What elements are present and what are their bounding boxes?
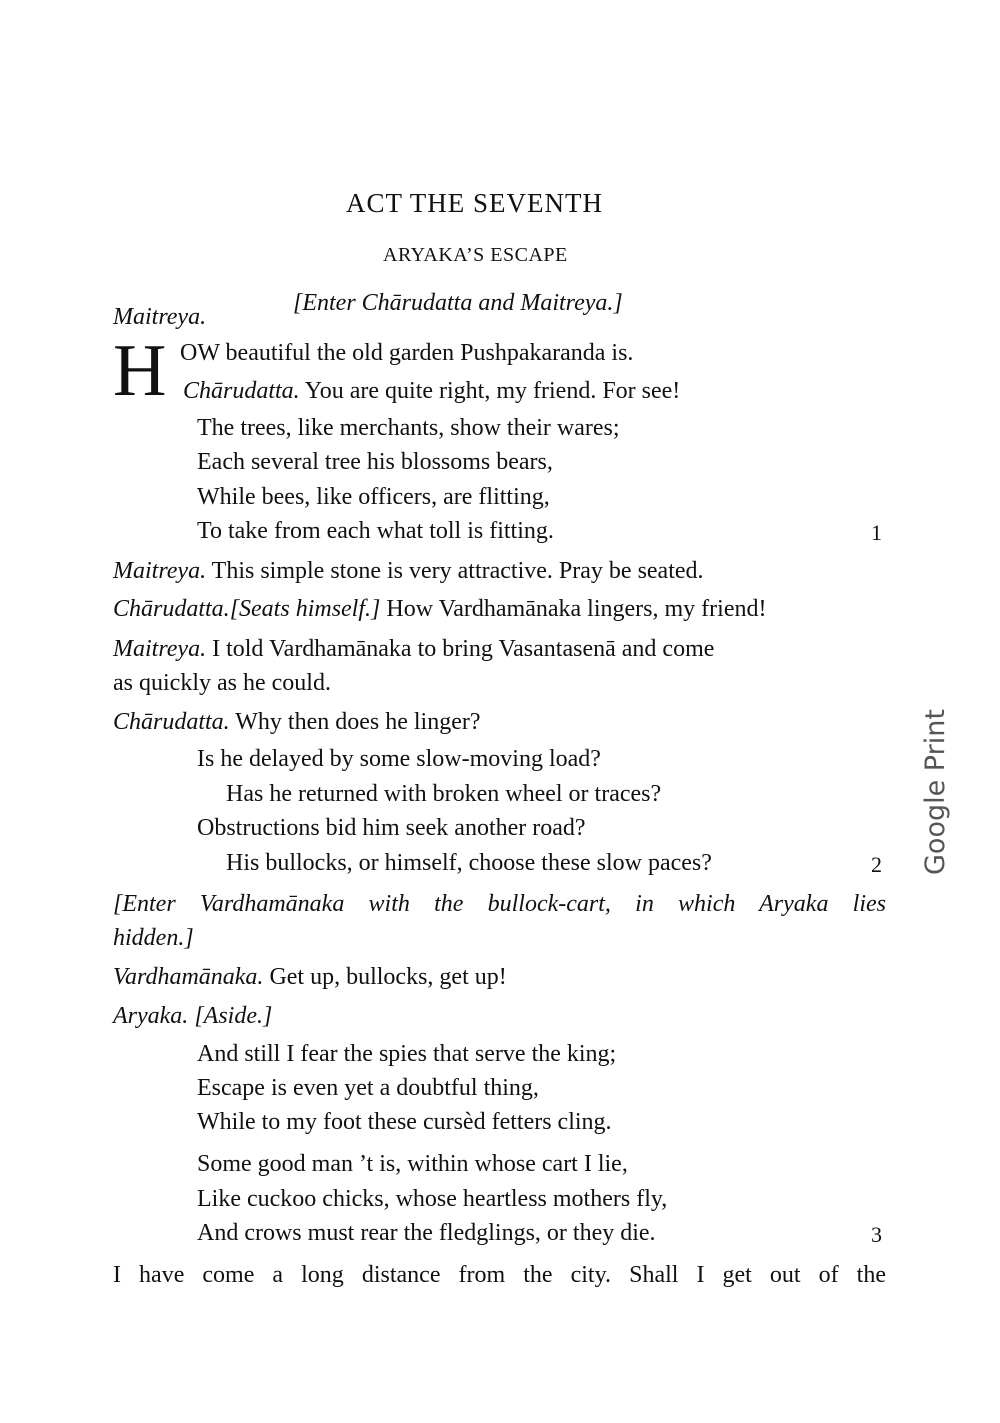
speaker-charudatta: Chārudatta.	[113, 596, 230, 622]
act-title: ACT THE SEVENTH	[346, 188, 603, 218]
speaker-maitreya: Maitreya.	[113, 304, 207, 330]
verse-number: 2	[871, 852, 882, 877]
speaker-maitreya: Maitreya.	[113, 636, 207, 662]
stage-direction-line: hidden.]	[113, 925, 194, 951]
verse-line: His bullocks, or himself, choose these slow paces?	[226, 850, 712, 876]
text-line	[113, 1001, 272, 1031]
text-line: OW beautiful the old garden Pushpakaranda is.	[180, 340, 634, 366]
verse-line: The trees, like merchants, show their wares;	[197, 415, 620, 441]
speech-text: You are quite right, my friend. For see!	[304, 378, 681, 404]
verse-line: To take from each what toll is fitting.	[197, 518, 554, 544]
verse-line: Is he delayed by some slow-moving load?	[197, 746, 601, 772]
verse-line: Has he returned with broken wheel or traces?	[226, 781, 662, 807]
verse-number: 1	[871, 520, 882, 545]
text-line	[183, 376, 680, 406]
verse-line: Some good man ’t is, within whose cart I lie,	[197, 1151, 628, 1177]
text-line	[113, 556, 704, 586]
speech-text: This simple stone is very attractive. Pray be seated.	[211, 558, 704, 584]
verse-line: And still I fear the spies that serve the king;	[197, 1041, 617, 1067]
speaker-charudatta: Chārudatta.	[113, 709, 230, 735]
drop-cap: H	[113, 330, 167, 412]
text-line	[113, 962, 507, 992]
verse-line: And crows must rear the fledglings, or they die.	[197, 1220, 656, 1246]
stage-direction-enter-cart: [Enter Vardhamānaka with the bullock-cart, in which Aryaka lies	[113, 891, 886, 917]
speaker-charudatta: Chārudatta.	[183, 378, 300, 404]
speech-text: Why then does he linger?	[235, 709, 481, 735]
act-subtitle: ARYAKA’S ESCAPE	[383, 244, 568, 266]
speaker-maitreya: Maitreya.	[113, 558, 207, 584]
stage-direction: [Seats himself.]	[229, 596, 381, 622]
verse-number: 3	[871, 1222, 882, 1247]
speech-text: Get up, bullocks, get up!	[269, 964, 507, 990]
speech-text: I told Vardhamānaka to bring Vasantasenā and come	[212, 636, 715, 662]
verse-line: While bees, like officers, are flitting,	[197, 484, 550, 510]
speaker-vardhamanaka: Vardhamānaka.	[113, 964, 264, 990]
text-line	[113, 594, 766, 624]
text-line: I have come a long distance from the city. Shall I get out of the	[113, 1262, 886, 1288]
speaker-aryaka: Aryaka.	[113, 1003, 189, 1029]
verse-line: Like cuckoo chicks, whose heartless mothers fly,	[197, 1186, 668, 1212]
verse-line: Escape is even yet a doubtful thing,	[197, 1075, 539, 1101]
text-line	[113, 634, 714, 664]
text-line: as quickly as he could.	[113, 670, 331, 696]
verse-line: While to my foot these cursèd fetters cling.	[197, 1109, 612, 1135]
stage-direction: [Aside.]	[194, 1003, 273, 1029]
google-print-watermark: Google Print	[920, 709, 951, 875]
text-line	[113, 707, 481, 737]
verse-line: Obstructions bid him seek another road?	[197, 815, 586, 841]
speech-text: How Vardhamānaka lingers, my friend!	[386, 596, 767, 622]
verse-line: Each several tree his blossoms bears,	[197, 449, 553, 475]
stage-direction-enter: [Enter Chārudatta and Maitreya.]	[293, 290, 623, 316]
